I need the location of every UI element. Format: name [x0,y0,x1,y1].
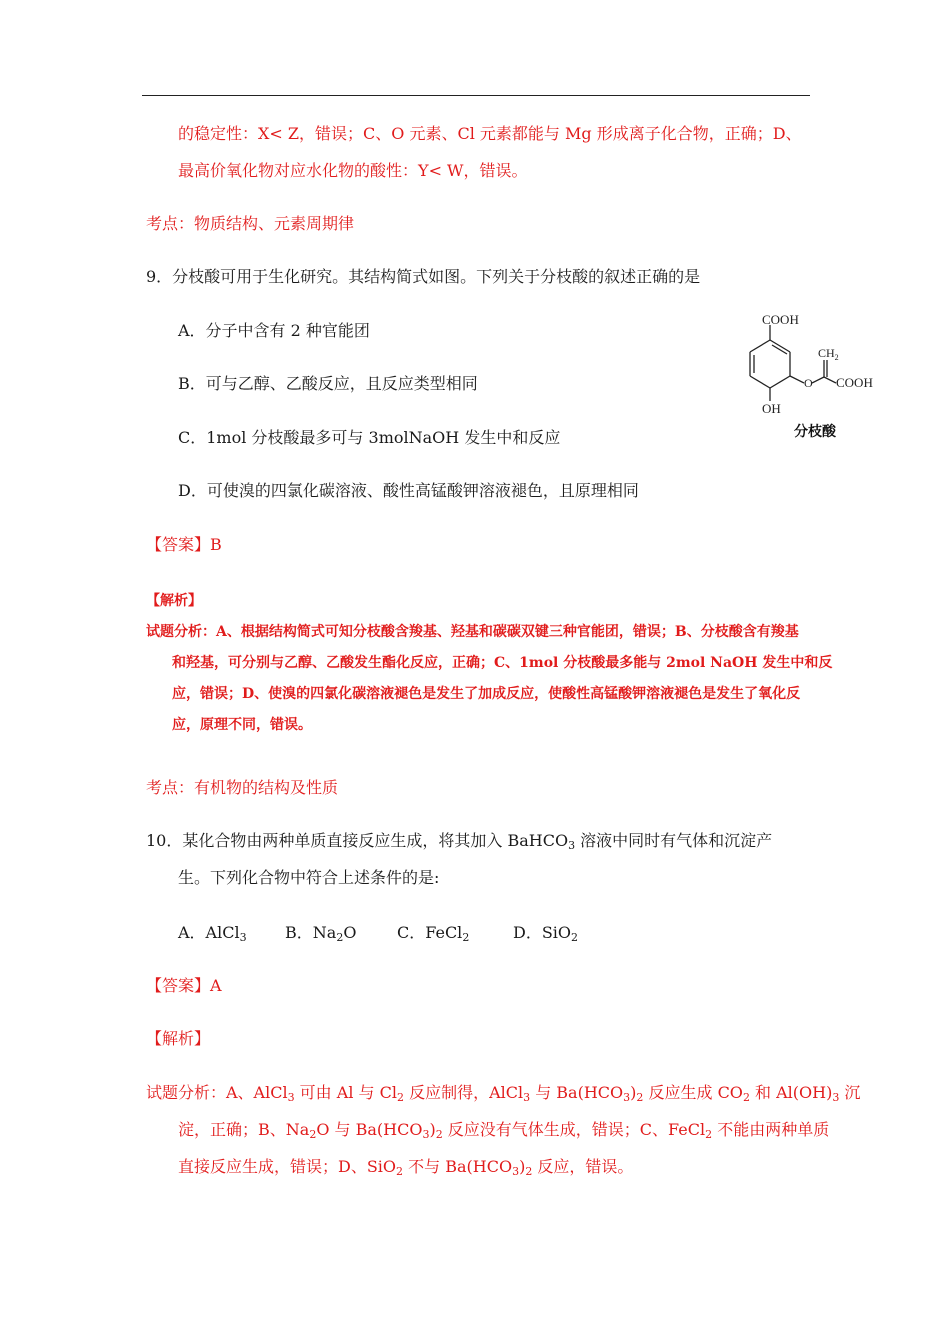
chorismic-acid-structure [742,305,892,445]
q10-answer: 【答案】A [146,976,222,995]
q10-option-b: B．$Na_2O$ [285,923,357,944]
q9-option-b: B．可与乙醇、乙酸反应，且反应类型相同 [178,374,478,393]
q9-analysis-title: 【解析】 [146,593,202,609]
figure-oh: OH [762,401,781,416]
q9-analysis-line-1: 试题分析：A、根据结构简式可知分枝酸含羧基、羟基和碳碳双键三种官能团，错误；B、分枝酸含有羧基 [146,624,799,640]
figure-cooh-right: COOH [836,375,873,390]
q10-option-a: A．AlCl$_3$ [178,923,247,944]
q10-analysis-line-3: 直接反应生成，错误；D、SiO$_2$ 不与 $Ba(HCO_3)_2$ 反应，错误。 [178,1157,634,1178]
q9-analysis-line-2: 和羟基，可分别与乙醇、乙酸发生酯化反应，正确；C、1mol 分枝酸最多能与 2mol NaOH 发生中和反 [172,655,833,671]
q8-analysis-line-2: 最高价氧化物对应水化物的酸性：Y< W，错误。 [178,161,528,180]
q9-option-a: A．分子中含有 2 种官能团 [178,321,370,340]
q10-option-d: D．SiO$_2$ [513,923,579,944]
q8-analysis-line-1: 的稳定性：X< Z，错误；C、O 元素、Cl 元素都能与 Mg 形成离子化合物，正确；D、 [178,124,802,143]
q10-analysis-title: 【解析】 [146,1029,211,1048]
figure-cooh-top: COOH [762,312,799,327]
figure-o: O [804,376,813,390]
q9-analysis-line-4: 应，原理不同，错误。 [172,717,312,733]
q10-stem-line-1: 10．某化合物由两种单质直接反应生成，将其加入 BaHCO$_3$ 溶液中同时有气体和沉淀产 [146,831,773,852]
q9-answer: 【答案】B [146,535,222,554]
q8-kaodian: 考点：物质结构、元素周期律 [146,214,355,233]
q10-stem-line-2: 生。下列化合物中符合上述条件的是: [178,868,440,887]
q10-analysis-line-2: 淀，正确；B、$Na_2O$ 与 $Ba(HCO_3)_2$ 反应没有气体生成，错误；C、FeCl$_2$ 不能由两种单质 [178,1120,830,1141]
q9-option-c: C．1mol 分枝酸最多可与 3molNaOH 发生中和反应 [178,428,561,447]
figure-ch2: $CH_2$ [818,346,839,362]
q9-analysis-line-3: 应，错误；D、使溴的四氯化碳溶液褪色是发生了加成反应，使酸性高锰酸钾溶液褪色是发生了氧化反 [172,686,801,702]
figure-caption: 分枝酸 [794,424,836,440]
q10-analysis-line-1: 试题分析：A、AlCl$_3$ 可由 Al 与 $Cl_2$ 反应制得，AlCl$_3$ 与 $Ba(HCO_3)_2$ 反应生成 $CO_2$ 和 $Al(OH)_3$ 沉 [146,1083,861,1104]
q9-option-d: D．可使溴的四氯化碳溶液、酸性高锰酸钾溶液褪色，且原理相同 [178,481,639,500]
q9-kaodian: 考点：有机物的结构及性质 [146,778,339,797]
q10-option-c: C．FeCl$_2$ [397,923,470,944]
q9-stem: 9．分枝酸可用于生化研究。其结构简式如图。下列关于分枝酸的叙述正确的是 [146,267,701,286]
header-rule [142,95,810,96]
